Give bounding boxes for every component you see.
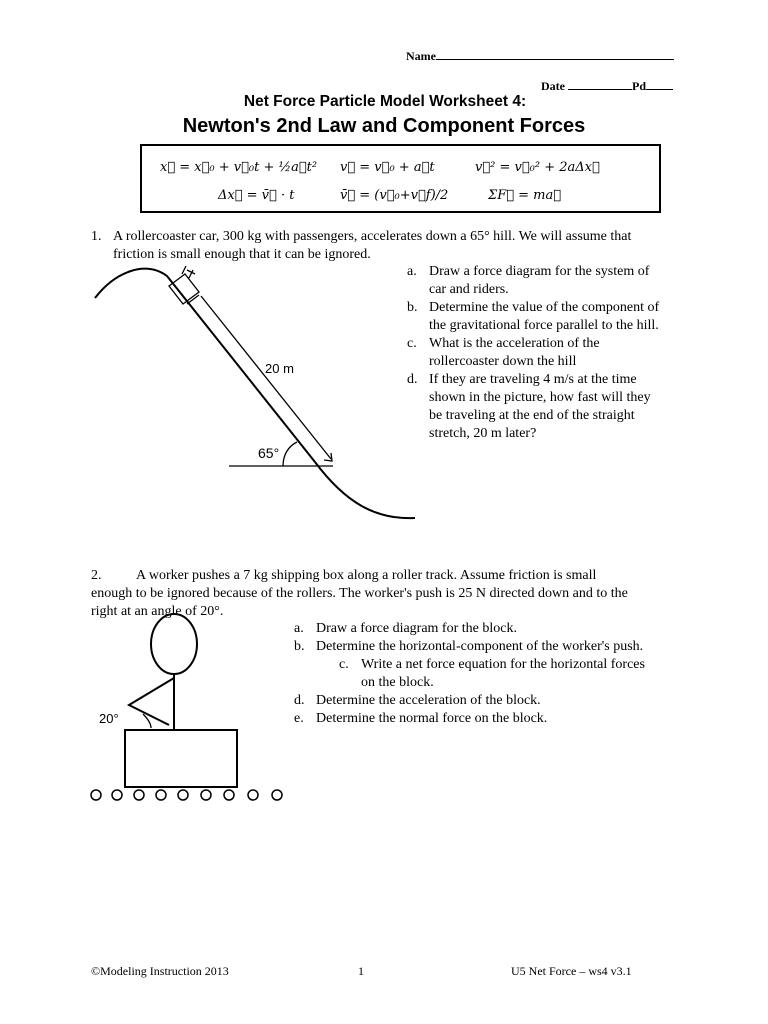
footer-page-number: 1 [358,964,364,978]
q2-part-e-line1: Determine the normal force on the block. [316,711,548,726]
shipping-box [125,730,237,787]
q1-part-c-line2: rollercoaster down the hill [429,354,577,369]
worker-arm [129,678,174,725]
velocity-equation: v⃗ = v⃗₀ + a⃗t [340,160,435,175]
q2-number: 2. [91,568,102,583]
q2-part-e-letter: e. [294,711,304,726]
q1-part-b-line2: the gravitational force parallel to the hill. [429,318,659,333]
q1-part-c-line1: What is the acceleration of the [429,336,600,351]
name-field [406,46,674,64]
q1-text-line1: A rollercoaster car, 300 kg with passengers, accelerates down a 65° hill. We will assume that [113,229,632,244]
equation-box [140,144,661,213]
q2-part-a-letter: a. [294,621,304,636]
q2-part-d-line1: Determine the acceleration of the block. [316,693,541,708]
q1-part-d-line2: shown in the picture, how fast will they [429,390,651,405]
distance-label: 20 m [265,361,294,376]
worker-box-diagram [85,612,295,807]
push-angle-label: 20° [99,711,119,726]
coaster-car [169,274,199,304]
track-bottom [315,462,415,518]
angle-label: 65° [258,445,280,461]
position-equation: x⃗ = x⃗₀ + v⃗₀t + ½a⃗t² [160,160,318,175]
footer-version: U5 Net Force – ws4 v3.1 [511,964,632,978]
q2-part-b-line1: Determine the horizontal-component of the worker's push. [316,639,644,654]
date-label: Date [541,79,565,93]
q2-text-line2: enough to be ignored because of the rollers. The worker's push is 25 N directed down and to the [91,586,628,601]
newtons-second-law-equation: ΣF⃗ = ma⃗ [488,188,562,203]
date-blank [568,76,632,90]
footer-copyright: ©Modeling Instruction 2013 [91,964,229,978]
q2-text-line3: right at an angle of 20°. [91,604,224,619]
rollercoaster-diagram [85,262,425,527]
q1-part-b-letter: b. [407,300,418,315]
riders [182,266,195,278]
displacement-equation: Δx⃗ = v̄⃗ · t [218,188,295,203]
q1-part-a-line2: car and riders. [429,282,509,297]
q2-part-c-line1: Write a net force equation for the horizontal forces [361,657,645,672]
worksheet-subtitle: Newton's 2nd Law and Component Forces [182,115,586,137]
q2-part-c-letter: c. [339,657,349,672]
q2-part-b-letter: b. [294,639,305,654]
q2-part-c-line2: on the block. [361,675,434,690]
name-label: Name [406,49,436,63]
q1-text-line2: friction is small enough that it can be ignored. [113,247,371,262]
q1-number: 1. [91,229,102,244]
q1-part-a-line1: Draw a force diagram for the system of [429,264,650,279]
worker-head [151,614,197,674]
q1-part-d-letter: d. [407,372,418,387]
q1-part-b-line1: Determine the value of the component of [429,300,660,315]
q1-part-d-line1: If they are traveling 4 m/s at the time [429,372,637,387]
roller-track [91,790,282,800]
q2-part-d-letter: d. [294,693,305,708]
date-field [541,76,673,94]
q1-part-d-line4: stretch, 20 m later? [429,426,537,441]
q1-part-c-letter: c. [407,336,417,351]
distance-arrow [201,296,331,459]
q1-part-d-line3: be traveling at the end of the straight [429,408,635,423]
pd-label: Pd [632,79,647,93]
worksheet-title: Net Force Particle Model Worksheet 4: [243,93,527,110]
name-blank [436,46,674,60]
q2-text-line1: A worker pushes a 7 kg shipping box along a roller track. Assume friction is small [136,568,597,583]
average-velocity-equation: v̄⃗ = (v⃗₀+v⃗f)/2 [340,188,449,203]
q1-part-a-letter: a. [407,264,417,279]
pd-blank [646,76,673,90]
velocity-squared-equation: v⃗² = v⃗₀² + 2aΔx⃗ [475,160,600,175]
angle-arc [283,442,297,466]
q2-part-a-line1: Draw a force diagram for the block. [316,621,517,636]
